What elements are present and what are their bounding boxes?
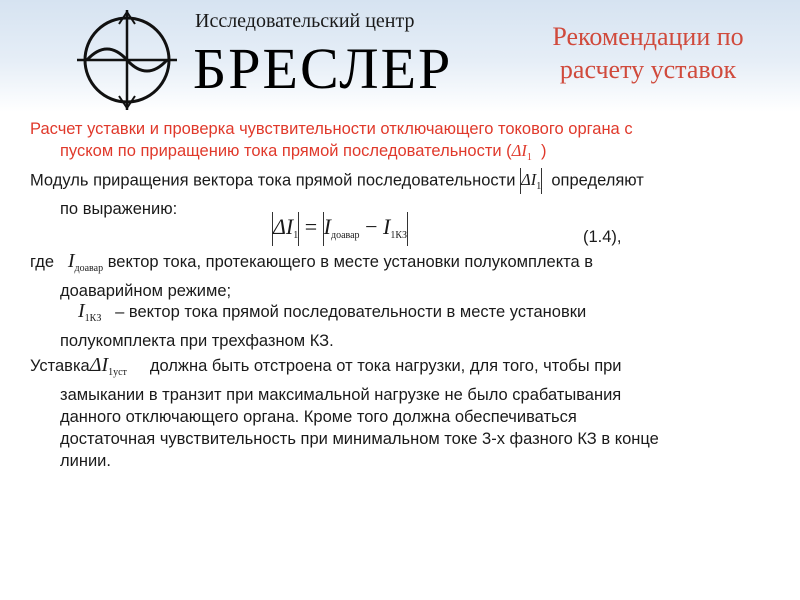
formula-i-dovar: $I_{доавар}$ <box>323 214 360 242</box>
p5-line2: замыкании в транзит при максимальной нагрузке не было срабатывания <box>60 386 622 404</box>
p3-line1-text: вектор тока, протекающего в месте установки полукомплекта в <box>107 253 594 271</box>
formula-lhs: $\Delta I_1$ <box>273 214 299 242</box>
formula-equals: = <box>304 214 318 240</box>
p5-line5: линии. <box>60 452 111 470</box>
slide-title: Рекомендации по расчету уставок <box>552 22 744 84</box>
p2-determine: определяют <box>551 171 644 190</box>
p5-line3: данного отключающего органа. Кроме того должна обеспечиваться <box>60 408 577 426</box>
i-dovar-symbol: $I_{доавар}$ <box>67 250 104 274</box>
i-1kz-symbol: $I_{1КЗ}$ <box>78 300 102 324</box>
p4-line2: полукомплекта при трехфазном КЗ. <box>60 332 334 350</box>
p3-line1 <box>30 250 775 280</box>
delta-i1-symbol: $\Delta I_1$ <box>511 141 532 163</box>
p5-line1 <box>30 354 775 384</box>
abs-delta-i1-symbol: $\Delta I_1$ <box>521 170 542 193</box>
p5-line4: достаточная чувствительность при минимальном токе 3-х фазного КЗ в конце <box>60 430 659 448</box>
p2-line1-text: Модуль приращения вектора тока прямой последовательности <box>30 171 516 190</box>
formula-number: (1.4), <box>583 228 622 246</box>
p1-line2-text: пуском по приращению тока прямой последовательности ( <box>60 142 512 160</box>
formula-minus: − <box>365 214 378 240</box>
p4-line1 <box>30 300 775 330</box>
p5-line1-text: должна быть отстроена от тока нагрузки, для того, чтобы при <box>149 357 622 375</box>
paragraph-i1kz <box>30 300 775 352</box>
breslar-logo-icon <box>75 8 179 112</box>
paragraph-where <box>30 250 775 302</box>
formula-1-4 <box>272 212 408 252</box>
p4-line1-text: – вектор тока прямой последовательности в месте установки <box>115 303 587 321</box>
p1-line2 <box>30 140 775 169</box>
brand-name: БРЕСЛЕР <box>193 36 453 101</box>
p2-line2: по выражению: <box>60 200 178 219</box>
p5-word: Уставка <box>30 357 90 375</box>
p3-line2: доаварийном режиме; <box>60 282 232 300</box>
p1-close-paren: ) <box>541 142 547 160</box>
p3-where: где <box>30 253 55 271</box>
p2-line1 <box>30 168 775 198</box>
paragraph-setting <box>30 354 775 472</box>
paragraph-calc-setting <box>30 118 775 169</box>
delta-i1ust-symbol: $\Delta I_{1уст}$ <box>89 354 127 378</box>
p1-line1: Расчет уставки и проверка чувствительности отключающего токового органа с <box>30 120 633 138</box>
org-name: Исследовательский центр <box>195 10 415 32</box>
formula-i-1kz: $I_{1КЗ}$ <box>382 214 407 242</box>
